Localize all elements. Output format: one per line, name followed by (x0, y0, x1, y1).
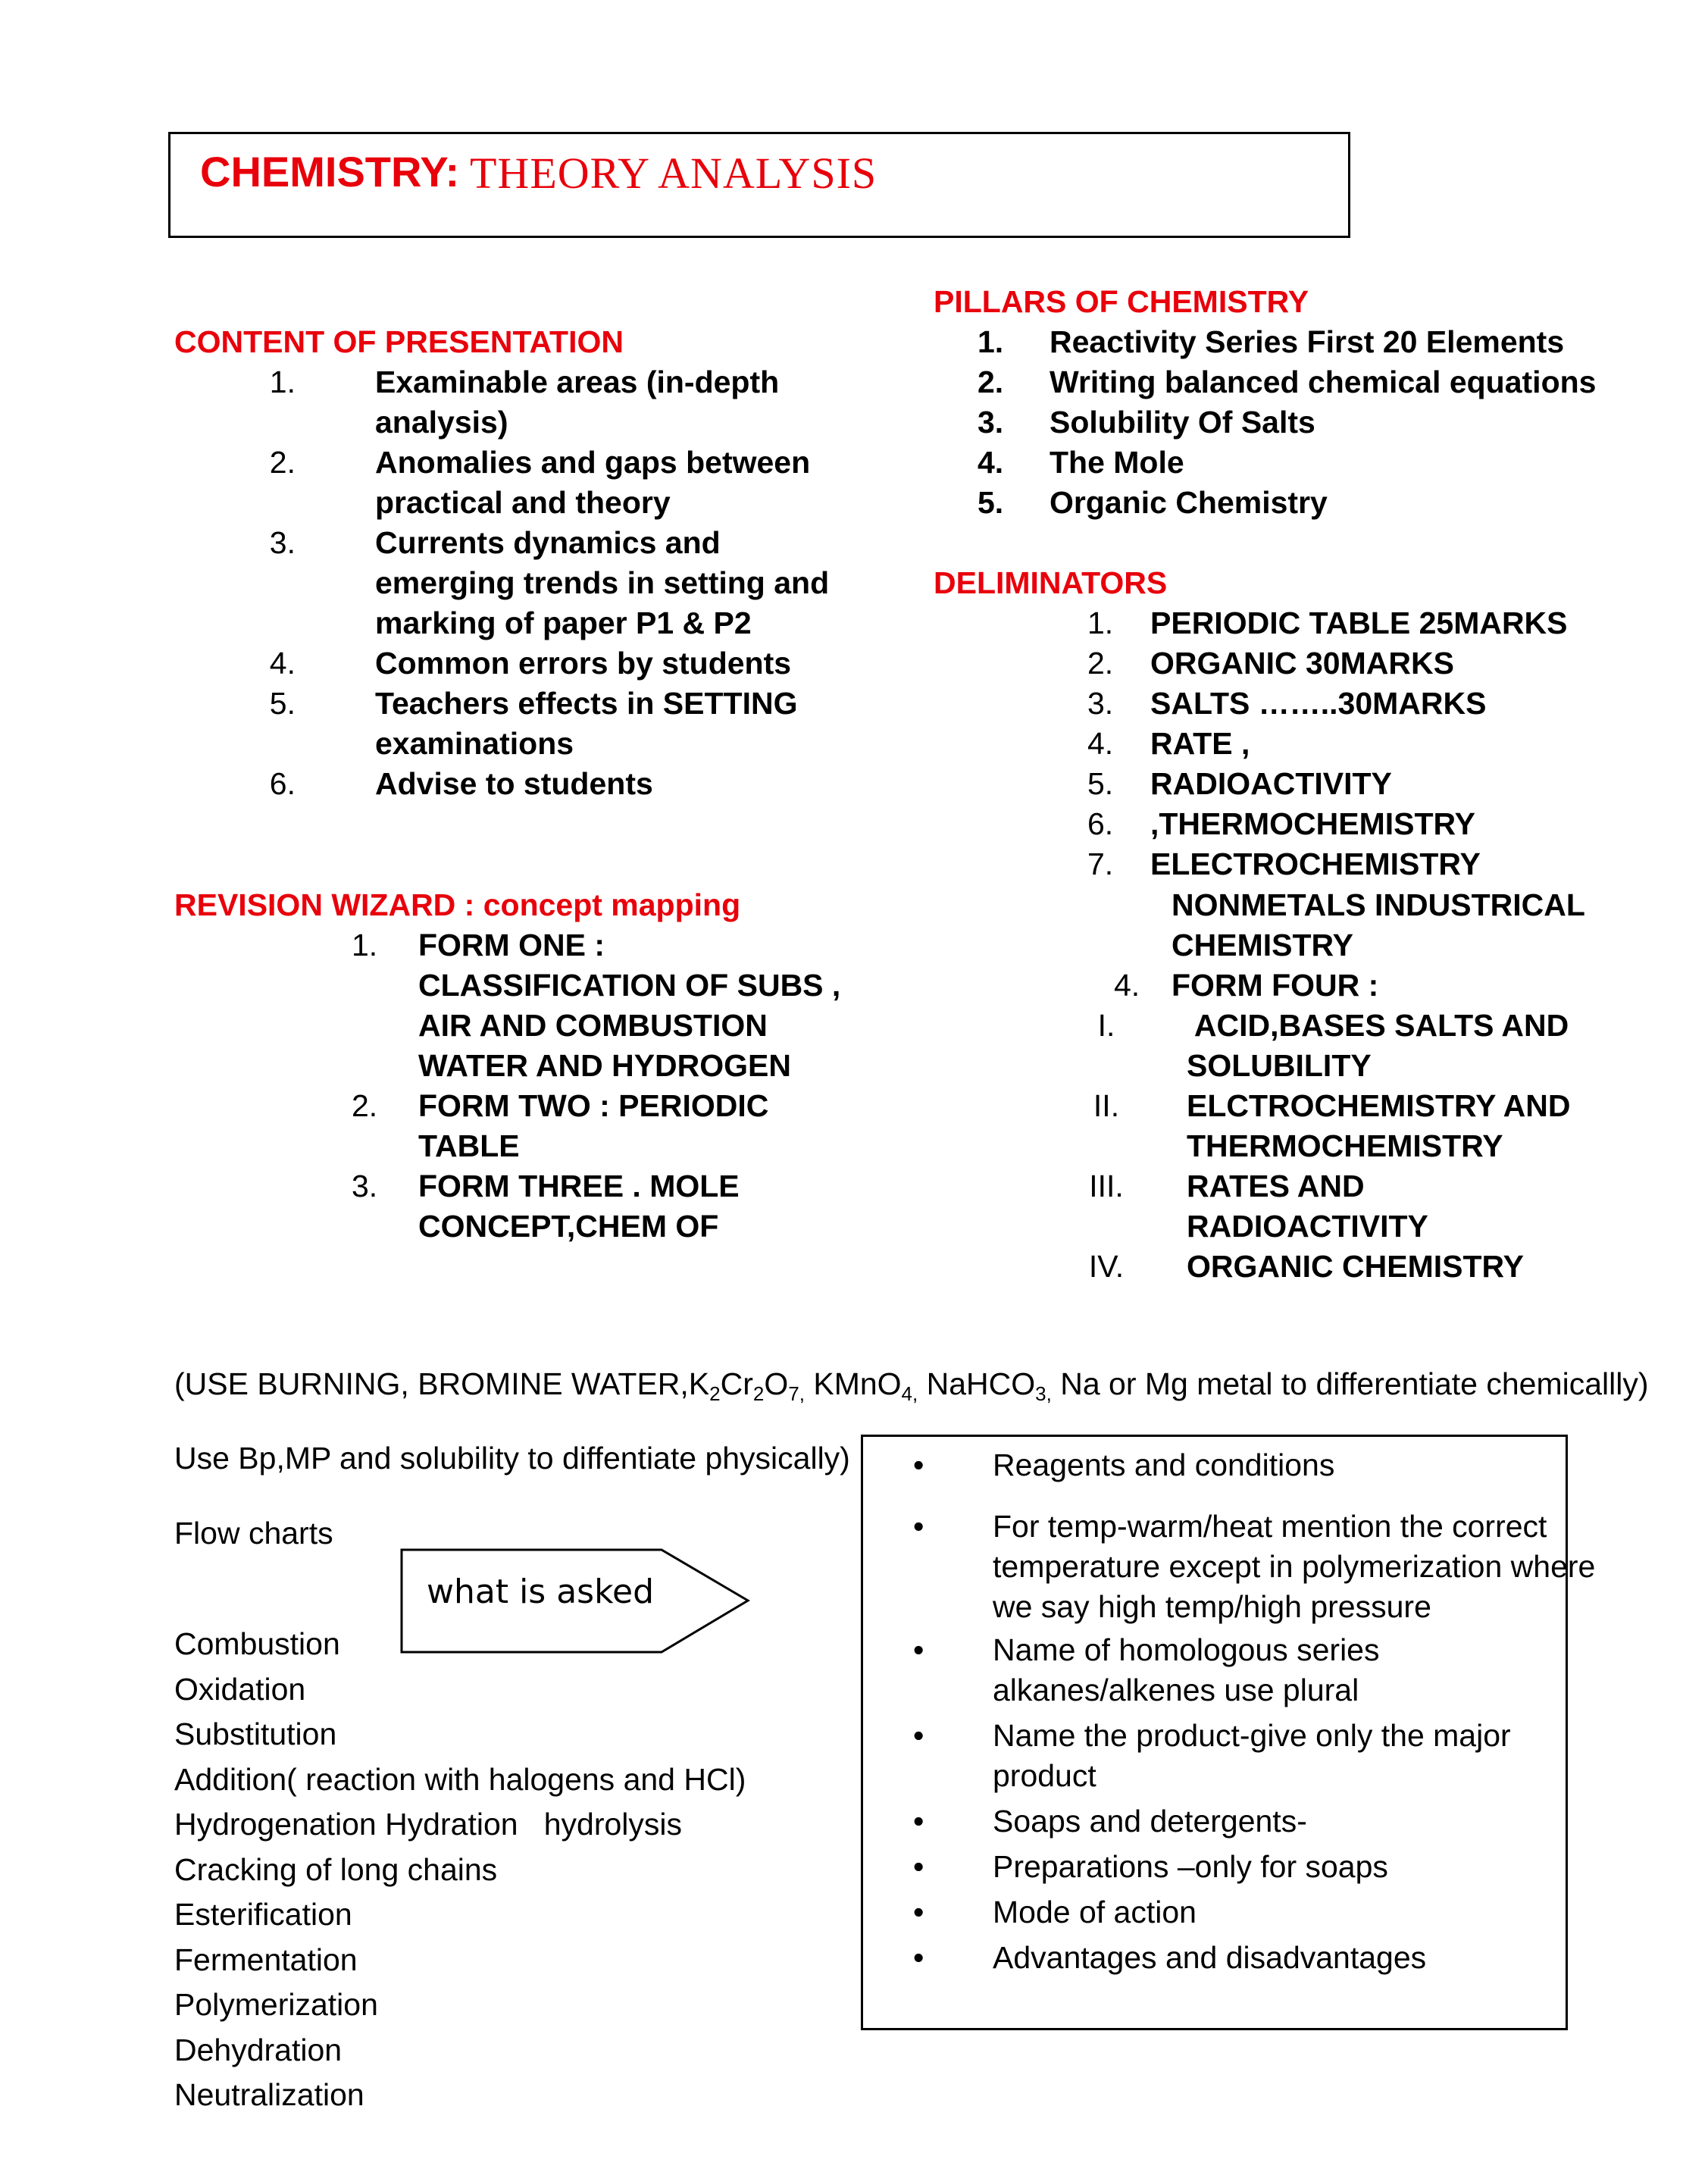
list-item (352, 1086, 871, 1166)
bullet-text (993, 1507, 1595, 1627)
list-number: 1. (352, 928, 378, 962)
list-item (978, 362, 1667, 402)
list-text: ,THERMOCHEMISTRY (1150, 806, 1475, 841)
title-topic: THEORY ANALYSIS (470, 149, 877, 198)
list-item (352, 1166, 871, 1247)
list-text: practical and theory (375, 485, 671, 520)
list-text: Advise to students (375, 766, 653, 801)
list-text: FORM THREE . MOLE (418, 1169, 740, 1203)
deliminators-list (1087, 603, 1697, 884)
list-text: FORM ONE : (418, 928, 605, 962)
list-number: 7. (1087, 847, 1114, 881)
list-number: 6. (1087, 806, 1114, 841)
list-number: 1. (978, 324, 1004, 359)
bullet-icon: • (913, 1895, 924, 1929)
bullet-icon: • (913, 1804, 924, 1839)
content-heading: CONTENT OF PRESENTATION (174, 324, 624, 359)
list-text: FORM TWO : PERIODIC (418, 1088, 769, 1123)
list-text: RADIOACTIVITY (1187, 1209, 1428, 1244)
list-text: CHEMISTRY (1172, 928, 1353, 962)
list-number: 4. (1114, 968, 1140, 1003)
list-text: CLASSIFICATION OF SUBS , (418, 968, 841, 1003)
list-text: ORGANIC 30MARKS (1150, 646, 1454, 681)
list-text: Solubility Of Salts (1050, 405, 1315, 440)
bullet-line: Mode of action (993, 1895, 1197, 1929)
list-item: Esterification (174, 1897, 352, 1932)
bullet-text (993, 1801, 1307, 1842)
list-item (1114, 965, 1644, 1006)
list-text: Examinable areas (in-depth (375, 365, 780, 399)
list-text: ORGANIC CHEMISTRY (1187, 1249, 1524, 1284)
bullet-line: Soaps and detergents- (993, 1804, 1307, 1839)
list-item (1087, 804, 1697, 844)
list-item (1076, 1247, 1682, 1287)
form-four-list (1076, 1006, 1682, 1287)
list-item (1087, 603, 1697, 643)
list-item (269, 643, 837, 684)
list-text: THERMOCHEMISTRY (1187, 1128, 1503, 1163)
list-text: FORM FOUR : (1172, 968, 1379, 1003)
bullet-line: product (993, 1758, 1096, 1793)
bullet-line: Preparations –only for soaps (993, 1849, 1388, 1884)
list-number: 4. (269, 646, 296, 681)
list-item: Combustion (174, 1626, 340, 1661)
list-item (269, 362, 837, 443)
list-text: Currents dynamics and (375, 525, 721, 560)
pillars-list (978, 322, 1667, 523)
list-item: Oxidation (174, 1671, 306, 1707)
list-number: 2. (978, 365, 1004, 399)
list-item (1076, 1006, 1682, 1086)
bullet-icon: • (913, 1718, 924, 1753)
list-text: AIR AND COMBUSTION (418, 1008, 768, 1043)
subscript: 4, (901, 1382, 918, 1405)
list-text: analysis) (375, 405, 508, 440)
bullet-text (993, 1892, 1197, 1932)
list-item (978, 483, 1667, 523)
note-text: KMnO (804, 1366, 902, 1401)
bullet-text (993, 1716, 1511, 1796)
bullet-icon: • (913, 1447, 924, 1482)
revision-list (352, 925, 871, 1247)
list-item (978, 402, 1667, 443)
list-text: RATE , (1150, 726, 1250, 761)
list-item (978, 443, 1667, 483)
list-item: Polymerization (174, 1987, 378, 2022)
list-item: Dehydration (174, 2032, 343, 2067)
list-item (978, 322, 1667, 362)
title-subject: CHEMISTRY: (200, 148, 460, 196)
revision-heading: REVISION WIZARD : concept mapping (174, 887, 741, 922)
note-text: (USE BURNING, BROMINE WATER,K (174, 1366, 710, 1401)
list-text: ACID,BASES SALTS AND (1187, 1008, 1569, 1043)
list-item (269, 764, 837, 804)
note-text: O (764, 1366, 789, 1401)
bullet-icon: • (913, 1940, 924, 1975)
list-text: SOLUBILITY (1187, 1048, 1372, 1083)
list-number: 5. (978, 485, 1004, 520)
list-number: 5. (269, 686, 296, 721)
bullet-icon: • (913, 1849, 924, 1884)
list-text: SALTS ……..30MARKS (1150, 686, 1487, 721)
list-item: Neutralization (174, 2077, 364, 2112)
list-text: ELCTROCHEMISTRY AND (1187, 1088, 1571, 1123)
list-text: examinations (375, 726, 574, 761)
list-item: Addition( reaction with halogens and HCl) (174, 1761, 746, 1797)
note-text: Cr (720, 1366, 753, 1401)
list-text: marking of paper P1 & P2 (375, 606, 752, 640)
list-item (1087, 844, 1697, 884)
list-item (269, 523, 837, 643)
list-number: I. (1097, 1008, 1115, 1043)
list-item (1087, 684, 1697, 724)
list-item (1087, 724, 1697, 764)
revision-continuation (1172, 885, 1585, 965)
list-number: 3. (1087, 686, 1114, 721)
pillars-heading: PILLARS OF CHEMISTRY (934, 284, 1309, 319)
list-number: 2. (269, 445, 296, 480)
list-number: 4. (978, 445, 1004, 480)
bullet-line: Advantages and disadvantages (993, 1940, 1427, 1975)
bullet-text (993, 1847, 1388, 1887)
list-text: Writing balanced chemical equations (1050, 365, 1597, 399)
bullet-line: we say high temp/high pressure (993, 1589, 1431, 1624)
what-is-asked-label: what is asked (427, 1573, 655, 1611)
list-number: IV. (1088, 1249, 1125, 1284)
list-item (269, 684, 837, 764)
bullet-icon: • (913, 1632, 924, 1667)
list-text: Reactivity Series First 20 Elements (1050, 324, 1565, 359)
list-text: RATES AND (1187, 1169, 1365, 1203)
bullet-line: For temp-warm/heat mention the correct (993, 1509, 1547, 1544)
list-number: 3. (352, 1169, 378, 1203)
list-text: Teachers effects in SETTING (375, 686, 798, 721)
list-text: The Mole (1050, 445, 1184, 480)
bullet-text (993, 1938, 1426, 1978)
bullet-line: Reagents and conditions (993, 1447, 1335, 1482)
list-item: Hydrogenation Hydration hydrolysis (174, 1807, 682, 1842)
content-list (269, 362, 837, 804)
list-text: TABLE (418, 1128, 520, 1163)
list-number: 6. (269, 766, 296, 801)
list-number: 2. (1087, 646, 1114, 681)
list-number: II. (1093, 1088, 1120, 1123)
list-text: PERIODIC TABLE 25MARKS (1150, 606, 1568, 640)
list-item: Cracking of long chains (174, 1851, 498, 1887)
list-number: 1. (269, 365, 296, 399)
list-number: 2. (352, 1088, 378, 1123)
list-text: ELECTROCHEMISTRY (1150, 847, 1481, 881)
list-item (1087, 764, 1697, 804)
form-four (1114, 965, 1644, 1006)
list-text: Common errors by students (375, 646, 792, 681)
list-text: emerging trends in setting and (375, 565, 830, 600)
list-text: NONMETALS INDUSTRICAL (1172, 887, 1585, 922)
subscript: 7, (788, 1382, 805, 1405)
list-text: CONCEPT,CHEM OF (418, 1209, 719, 1244)
flow-charts-label: Flow charts (174, 1516, 333, 1551)
deliminators-heading: DELIMINATORS (934, 565, 1168, 600)
list-item (1076, 1166, 1682, 1247)
list-text: Anomalies and gaps between (375, 445, 811, 480)
list-item (352, 925, 871, 1086)
bullet-line: temperature except in polymerization where (993, 1549, 1596, 1584)
list-number: 4. (1087, 726, 1114, 761)
bullet-line: Name of homologous series (993, 1632, 1380, 1667)
bullet-text (993, 1445, 1334, 1485)
list-item: Substitution (174, 1717, 337, 1751)
subscript: 3, (1035, 1382, 1052, 1405)
note-text: NaHCO (918, 1366, 1036, 1401)
chemical-test-note (174, 1364, 1649, 1404)
bullet-line: Name the product-give only the major (993, 1718, 1511, 1753)
list-text: RADIOACTIVITY (1150, 766, 1392, 801)
physical-note: Use Bp,MP and solubility to diffentiate physically) (174, 1441, 850, 1476)
bullet-line: alkanes/alkenes use plural (993, 1673, 1359, 1707)
list-number: 3. (269, 525, 296, 560)
subscript: 2 (709, 1382, 721, 1405)
note-text: Na or Mg metal to differentiate chemicallly) (1051, 1366, 1649, 1401)
list-item (1076, 1086, 1682, 1166)
list-text: WATER AND HYDROGEN (418, 1048, 791, 1083)
subscript: 2 (752, 1382, 765, 1405)
list-number: III. (1089, 1169, 1124, 1203)
list-item: Fermentation (174, 1942, 358, 1977)
list-item (269, 443, 837, 523)
list-item (1087, 643, 1697, 684)
bullet-icon: • (913, 1509, 924, 1544)
bullet-text (993, 1630, 1379, 1710)
list-number: 5. (1087, 766, 1114, 801)
reactions-list (174, 1622, 746, 2118)
list-text: Organic Chemistry (1050, 485, 1328, 520)
list-number: 1. (1087, 606, 1114, 640)
list-number: 3. (978, 405, 1004, 440)
